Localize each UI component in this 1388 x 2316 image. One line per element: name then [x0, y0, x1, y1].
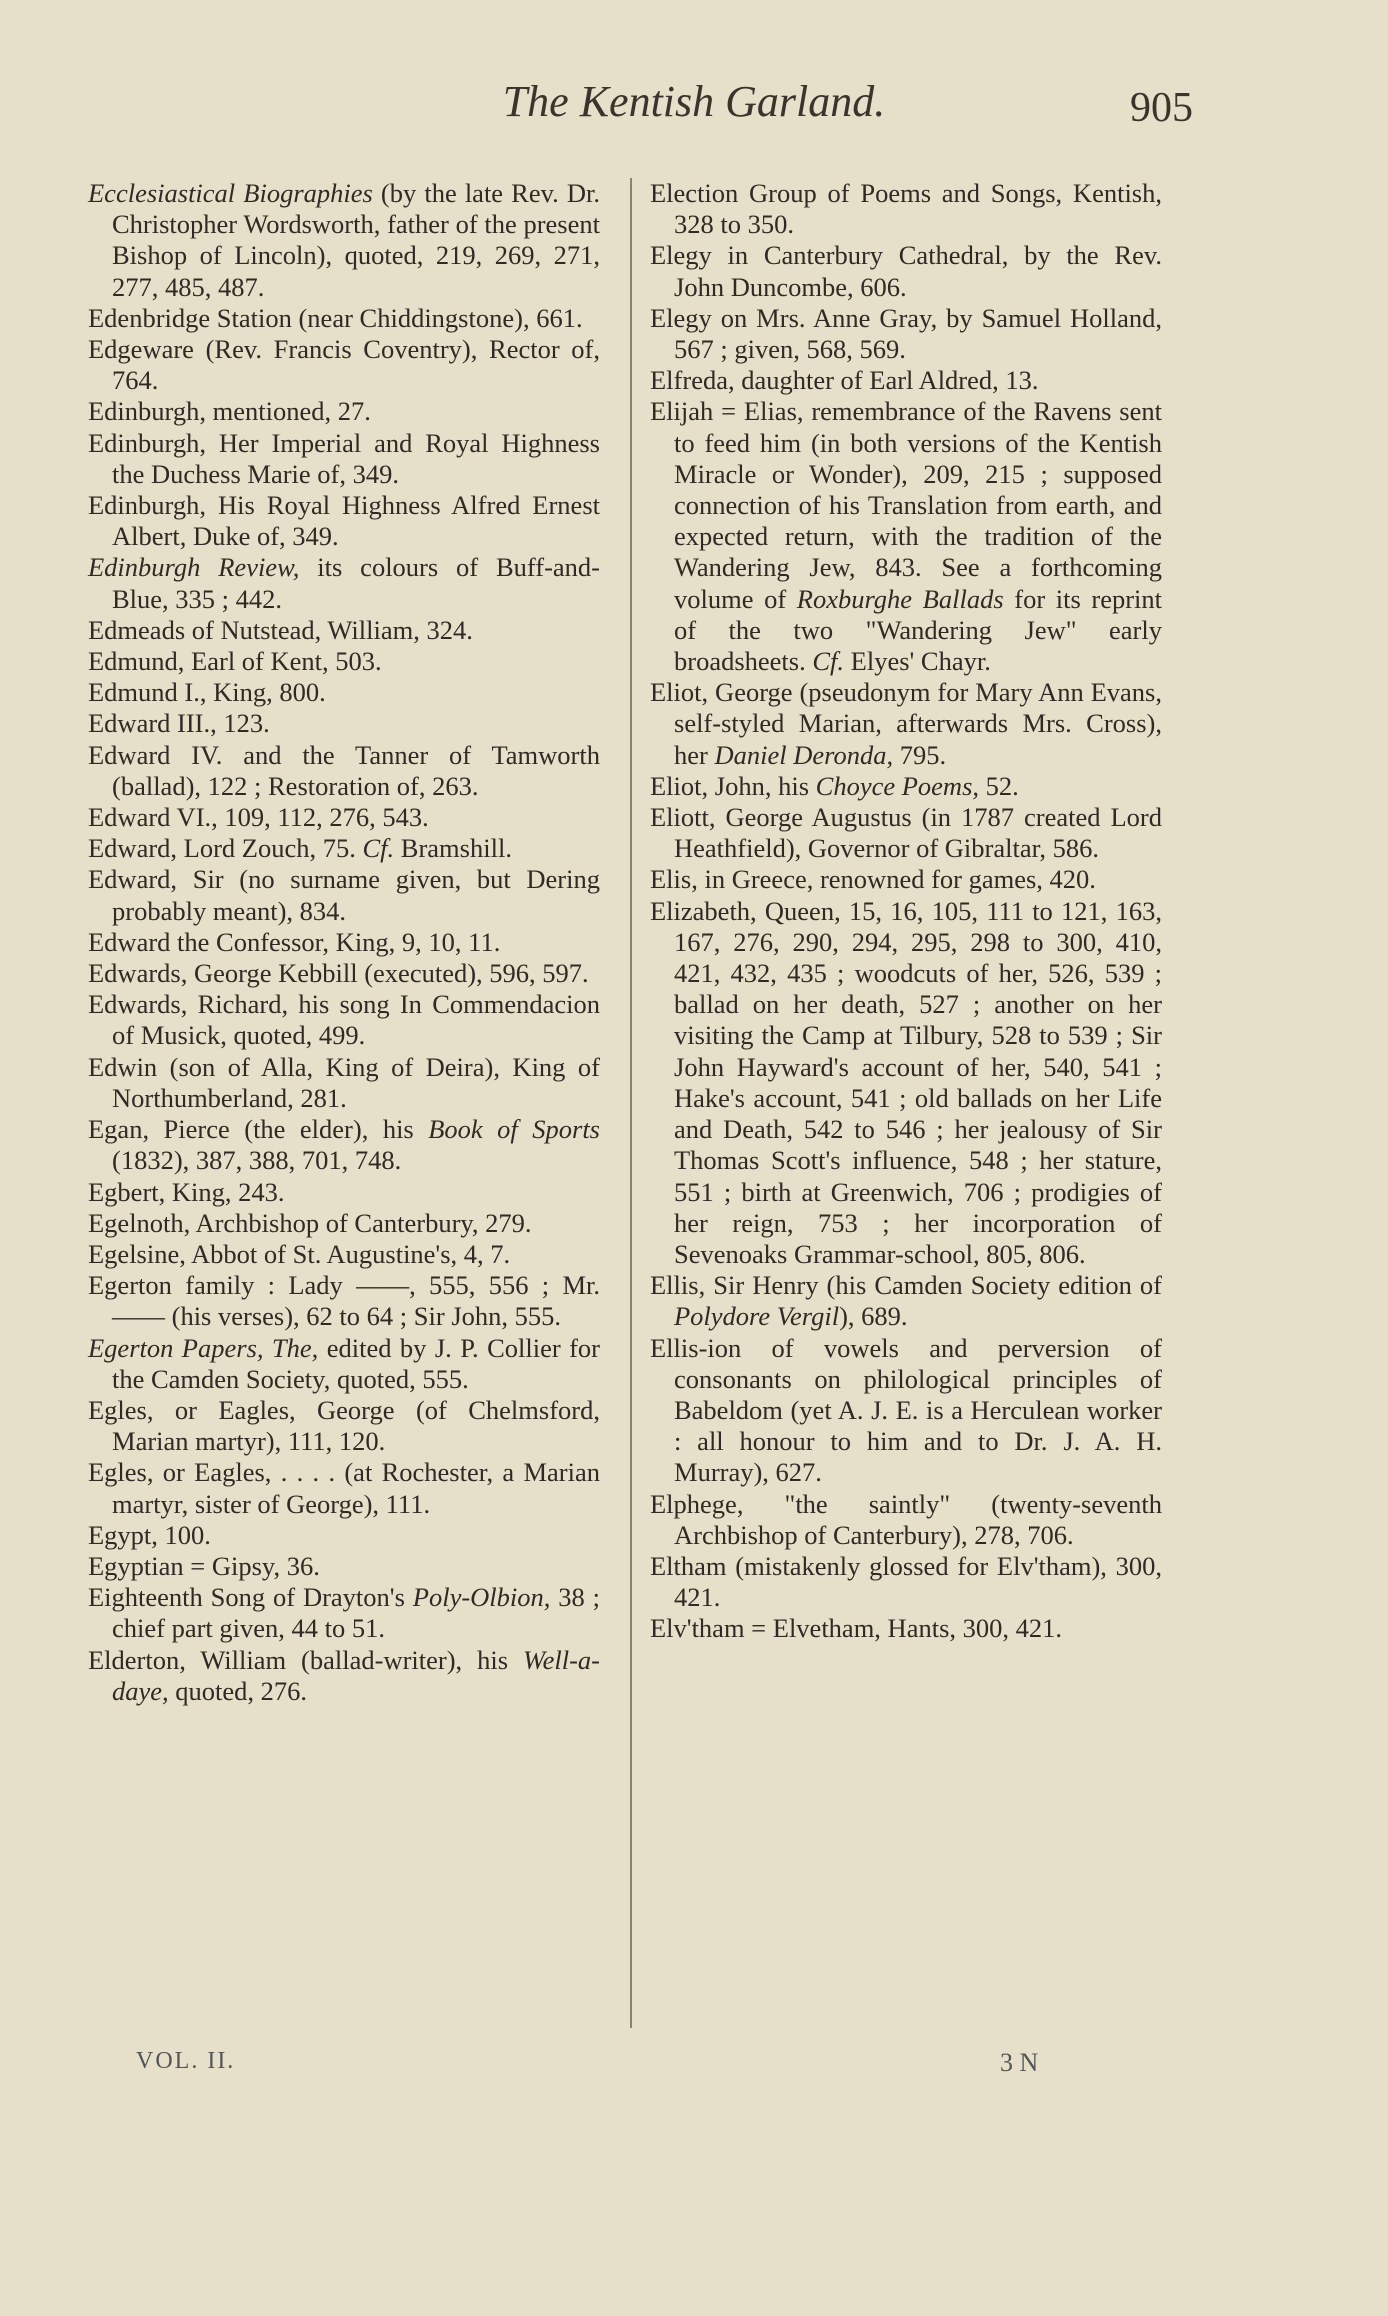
index-entry: Edmund I., King, 800. — [88, 677, 326, 708]
index-entry: Egyptian = Gipsy, 36. — [88, 1550, 320, 1581]
index-entry: Edwards, Richard, his song In Commendacion of Musick, quoted, 499. — [88, 989, 600, 1051]
index-entry: Eltham (mistakenly glossed for Elv'tham), 300, 421. — [650, 1550, 1162, 1613]
index-entry: Ellis, Sir Henry (his Camden Society edition of Polydore Vergil), 689. — [650, 1270, 1162, 1332]
index-entry: Eliot, George (pseudonym for Mary Ann Evans, self-styled Marian, afterwards Mrs. Cross), her Daniel Deronda, 795. — [650, 677, 1162, 770]
index-entry: Edward, Sir (no surname given, but Dering probably meant), 834. — [88, 864, 600, 926]
index-entry: Elis, in Greece, renowned for games, 420. — [650, 864, 1096, 895]
index-entry: Ellis-ion of vowels and perversion of consonants on philological principles of Babeldom (yet A. J. E. is a Herculean worker : all honour to him and to Dr. J. A. H. Murray), 627. — [650, 1332, 1162, 1488]
index-entry: Edenbridge Station (near Chiddingstone), 661. — [88, 302, 583, 333]
index-entry: Edward III., 123. — [88, 708, 270, 739]
index-entry: Eliot, John, his Choyce Poems, 52. — [650, 770, 1019, 801]
index-column-right — [650, 178, 1162, 1645]
index-entry: Edgeware (Rev. Francis Coventry), Rector of, 764. — [88, 334, 600, 396]
volume-footer: VOL. II. — [136, 2048, 236, 2074]
index-entry: Edinburgh Review, its colours of Buff-and-Blue, 335 ; 442. — [88, 552, 600, 614]
index-entry: Election Group of Poems and Songs, Kentish, 328 to 350. — [650, 178, 1162, 240]
index-entry: Egles, or Eagles, George (of Chelmsford, Marian martyr), 111, 120. — [88, 1394, 600, 1457]
signature-mark: 3 N — [1000, 2048, 1039, 2077]
index-entry: Edward VI., 109, 112, 276, 543. — [88, 802, 429, 833]
index-entry: Egelsine, Abbot of St. Augustine's, 4, 7. — [88, 1238, 511, 1269]
column-divider — [630, 178, 632, 2028]
index-entry: Edwin (son of Alla, King of Deira), King of Northumberland, 281. — [88, 1051, 600, 1113]
index-entry: Edward IV. and the Tanner of Tamworth (ballad), 122 ; Restoration of, 263. — [88, 739, 600, 801]
index-entry: Elijah = Elias, remembrance of the Ravens sent to feed him (in both versions of the Kentish Miracle or Wonder), 209, 215 ; supposed connection of his Translation from earth, and expected return, with the tradition of the Wandering Jew, 843. See a forthcoming volume of Roxburghe Ballads for its reprint of the two "Wandering Jew" early broadsheets. Cf. Elyes' Chayr. — [650, 396, 1163, 677]
index-entry: Elegy in Canterbury Cathedral, by the Rev. John Duncombe, 606. — [650, 240, 1162, 302]
index-entry: Edinburgh, His Royal Highness Alfred Ernest Albert, Duke of, 349. — [88, 490, 600, 552]
index-entry: Elegy on Mrs. Anne Gray, by Samuel Holland, 567 ; given, 568, 569. — [650, 302, 1162, 365]
index-entry: Elv'tham = Elvetham, Hants, 300, 421. — [650, 1613, 1063, 1644]
index-entry: Edmeads of Nutstead, William, 324. — [88, 614, 473, 645]
index-entry: Edwards, George Kebbill (executed), 596, 597. — [88, 958, 589, 989]
index-entry: Egan, Pierce (the elder), his Book of Sports (1832), 387, 388, 701, 748. — [88, 1114, 600, 1176]
index-entry: Eliott, George Augustus (in 1787 created Lord Heathfield), Governor of Gibraltar, 586. — [650, 802, 1162, 864]
index-entry: Edmund, Earl of Kent, 503. — [88, 646, 382, 677]
index-entry: Egypt, 100. — [88, 1519, 211, 1550]
index-entry: Edinburgh, mentioned, 27. — [88, 396, 371, 427]
index-entry: Elderton, William (ballad-writer), his Well-a-daye, quoted, 276. — [88, 1644, 600, 1706]
index-entry: Egles, or Eagles, . . . . (at Rochester, a Marian martyr, sister of George), 111. — [88, 1457, 600, 1519]
index-entry: Egbert, King, 243. — [88, 1176, 285, 1207]
index-entry: Egerton Papers, The, edited by J. P. Collier for the Camden Society, quoted, 555. — [88, 1332, 600, 1394]
running-title: The Kentish Garland. — [502, 77, 886, 126]
index-column-left — [88, 178, 600, 1707]
index-entry: Edward, Lord Zouch, 75. Cf. Bramshill. — [88, 833, 512, 864]
index-entry: Edinburgh, Her Imperial and Royal Highness the Duchess Marie of, 349. — [88, 427, 600, 489]
index-entry: Edward the Confessor, King, 9, 10, 11. — [88, 926, 501, 957]
index-entry: Elizabeth, Queen, 15, 16, 105, 111 to 121, 163, 167, 276, 290, 294, 295, 298 to 300, 410, 421, 432, 435 ; woodcuts of her, 526, 539 ; ballad on her death, 527 ; another on her visiting the Camp at Tilbury, 528 to 539 ; Sir John Hayward's account of her, 540, 541 ; Hake's account, 541 ; old ballads on her Life and Death, 542 to 546 ; her jealousy of Sir Thomas Scott's influence, 548 ; her stature, 551 ; birth at Greenwich, 706 ; prodigies of her reign, 753 ; her incorporation of Sevenoaks Grammar-school, 805, 806. — [650, 895, 1162, 1269]
index-entry: Egelnoth, Archbishop of Canterbury, 279. — [88, 1207, 532, 1238]
index-entry: Ecclesiastical Biographies (by the late Rev. Dr. Christopher Wordsworth, father of the present Bishop of Lincoln), quoted, 219, 269, 271, 277, 485, 487. — [88, 178, 600, 302]
index-entry: Eighteenth Song of Drayton's Poly-Olbion, 38 ; chief part given, 44 to 51. — [88, 1582, 600, 1644]
index-entry: Elphege, "the saintly" (twenty-seventh Archbishop of Canterbury), 278, 706. — [650, 1488, 1162, 1550]
index-entry: Elfreda, daughter of Earl Aldred, 13. — [650, 365, 1039, 396]
page-number: 905 — [1130, 85, 1193, 131]
index-entry: Egerton family : Lady ——, 555, 556 ; Mr. —— (his verses), 62 to 64 ; Sir John, 555. — [88, 1270, 600, 1332]
